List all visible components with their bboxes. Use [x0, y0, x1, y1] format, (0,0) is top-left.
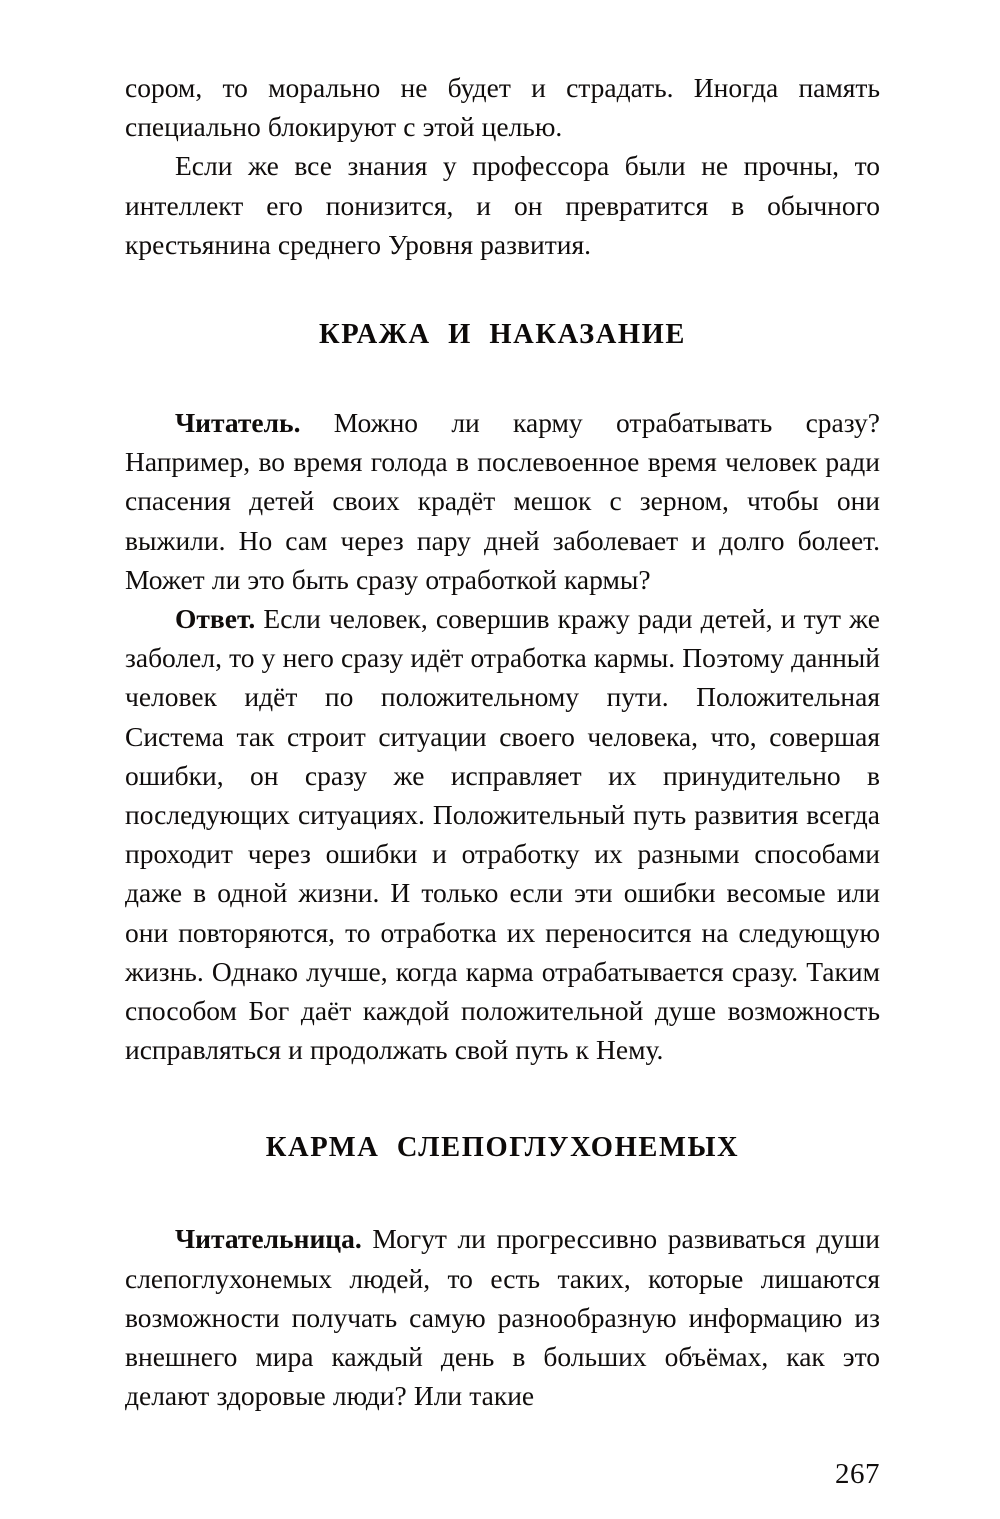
paragraph-reader-question-2: [125, 1219, 880, 1415]
spacer-below-heading-2: [125, 1165, 880, 1219]
speaker-label-reader-female: Читательница.: [175, 1223, 362, 1255]
spacer-above-heading-2: [125, 1069, 880, 1131]
paragraph-answer-1: [125, 599, 880, 1069]
spacer-below-heading-1: [125, 352, 880, 403]
reader-question-text-2: Могут ли прогрессивно развиваться души слепоглухонемых людей, то есть таких, которые лишаются возможности получать самую разнообразную информацию из внешнего мира каждый день в больших объёмах, как это делают здоровые люди? Или такие: [125, 1223, 880, 1412]
spacer-above-heading-1: [125, 264, 880, 318]
answer-text-1: Если человек, совершив кражу ради детей, и тут же заболел, то у него сразу идёт отработка кармы. Поэтому данный человек идёт по положительному пути. Положительная Система так строит ситуации своего человека, что, совершая ошибки, он сразу же исправляет их принудительно в последующих ситуациях. Положительный путь развития всегда проходит через ошибки и отработку их разными способами даже в одной жизни. И только если эти ошибки весомые или они повторяются, то отработка их переносится на следующую жизнь. Однако лучше, когда карма отрабатывается сразу. Таким способом Бог даёт каждой положительной душе возможность исправляться и продолжать свой путь к Нему.: [125, 603, 880, 1066]
section-heading-krazha-i-nakazanie: КРАЖА И НАКАЗАНИЕ: [318, 319, 687, 351]
page-number: 267: [835, 1458, 880, 1490]
section-heading-karma-slepogluhonemyh: КАРМА СЛЕПОГЛУХОНЕМЫХ: [265, 1132, 740, 1164]
reader-question-text-1: Можно ли карму отрабатывать сразу? Например, во время голода в послевоенное время человек ради спасения детей своих крадёт мешок с зерном, чтобы они выжили. Но сам через пару дней заболевает и долго болеет. Может ли это быть сразу отработкой кармы?: [125, 407, 880, 595]
speaker-label-reader: Читатель.: [175, 407, 301, 439]
speaker-label-answer: Ответ.: [175, 603, 256, 635]
text-column: [125, 68, 880, 1415]
paragraph-continued: сором, то морально не будет и страдать. Иногда память специально блокируют с этой целью.: [125, 72, 880, 143]
paragraph-reader-question-1: [125, 403, 880, 599]
paragraph-intellect: Если же все знания у профессора были не прочны, то интеллект его понизится, и он превратится в обычного крестьянина среднего Уровня развития.: [125, 150, 880, 260]
